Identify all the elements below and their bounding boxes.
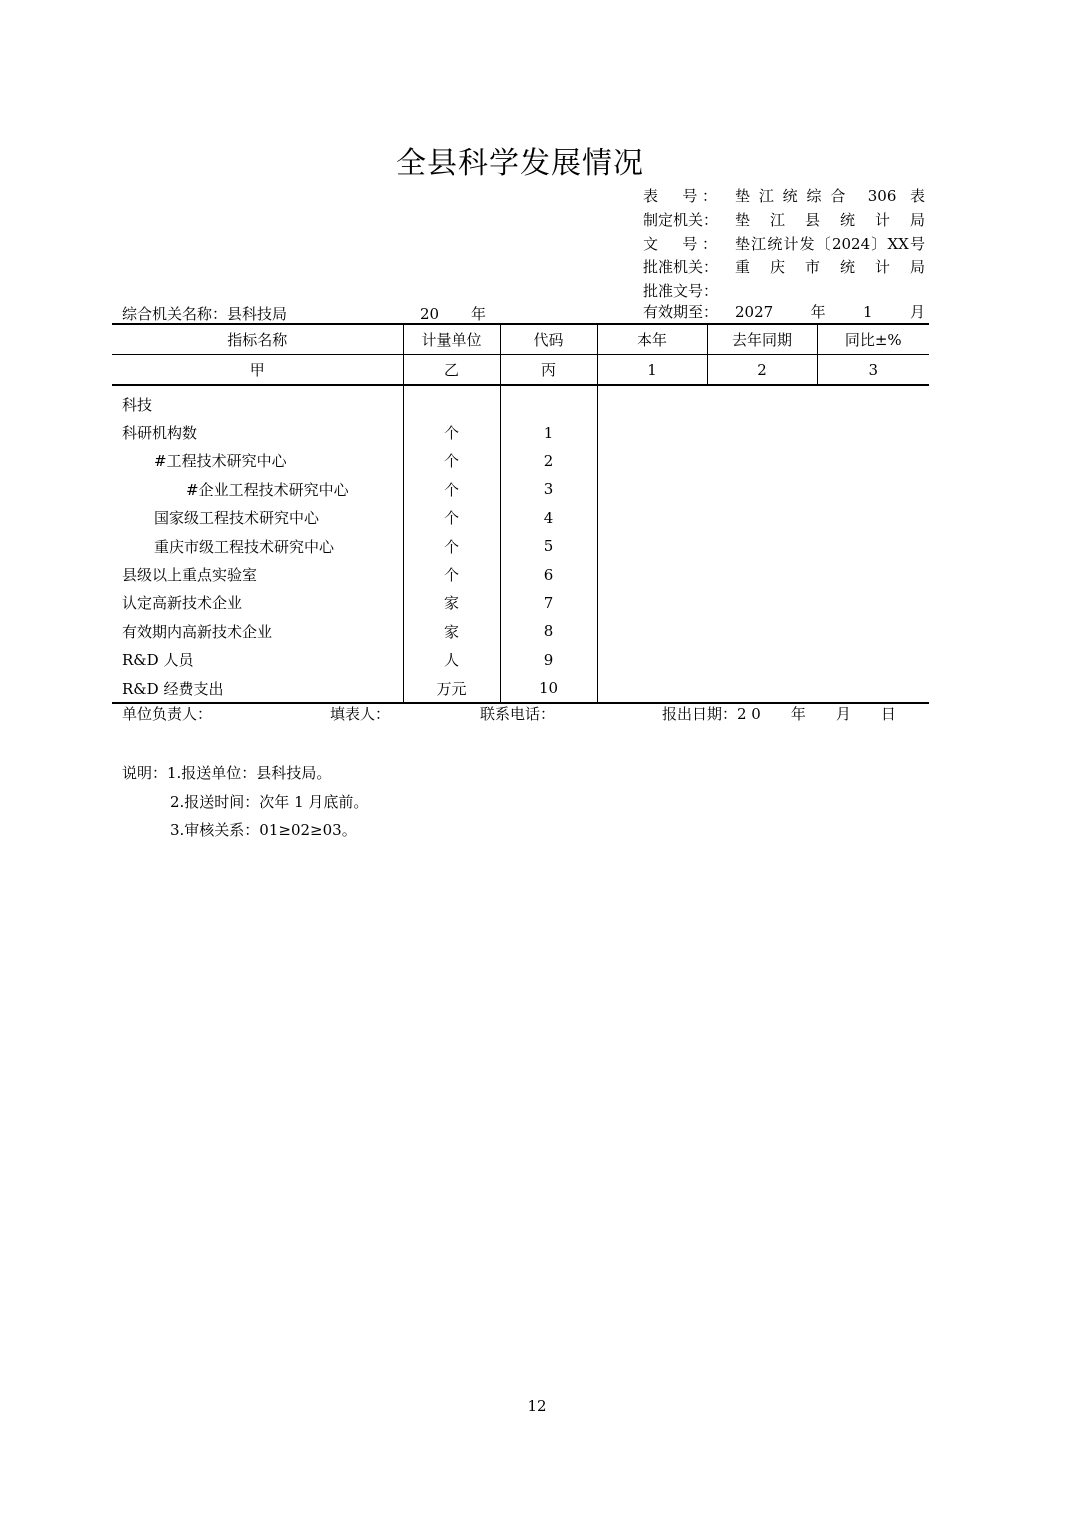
row-name: 认定高新技术企业 — [122, 594, 243, 613]
row-name: 国家级工程技术研究中心 — [154, 509, 320, 528]
subheader-2: 2 — [707, 355, 817, 386]
header-unit: 计量单位 — [403, 324, 500, 355]
row-code: 2 — [500, 447, 597, 475]
note-line: 说明：1.报送单位：县科技局。 — [122, 764, 332, 782]
row-code: 5 — [500, 532, 597, 560]
note-line: 2.报送时间：次年 1 月底前。 — [170, 792, 369, 811]
meta-approving-agency — [643, 256, 925, 278]
meta-form-number — [643, 185, 925, 207]
report-date-label: 报出日期：2 0 年 月 日 — [662, 705, 896, 723]
table-row — [112, 646, 929, 674]
table-row — [112, 532, 929, 560]
unit-leader-label: 单位负责人： — [122, 705, 213, 723]
meta-value: 垫江统计发〔2024〕XX号 — [735, 235, 925, 253]
row-code: 7 — [500, 589, 597, 617]
row-name: 重庆市级工程技术研究中心 — [154, 537, 335, 556]
row-name: R&D 经费支出 — [112, 674, 403, 703]
row-value-cell[interactable] — [597, 617, 929, 645]
row-unit: 个 — [403, 418, 500, 446]
statistics-table — [112, 323, 929, 704]
row-value-cell[interactable] — [597, 504, 929, 532]
table-row — [112, 475, 929, 503]
row-unit: 个 — [403, 447, 500, 475]
org-name-label: 综合机关名称：县科技局 — [122, 305, 288, 323]
row-code — [500, 385, 597, 418]
meta-value: 2027年1月 — [735, 303, 925, 321]
table-row — [112, 617, 929, 645]
row-unit: 个 — [403, 560, 500, 588]
row-code: 10 — [500, 674, 597, 703]
meta-approval-number — [643, 280, 925, 302]
row-unit: 万元 — [403, 674, 500, 703]
meta-issuing-agency — [643, 209, 925, 231]
row-unit: 家 — [403, 617, 500, 645]
row-name: 科技 — [122, 395, 153, 414]
row-value-cell[interactable] — [597, 560, 929, 588]
table-row — [112, 504, 929, 532]
table-row — [112, 385, 929, 418]
meta-label: 制定机关： — [643, 211, 719, 229]
table-row — [112, 447, 929, 475]
row-code: 9 — [500, 646, 597, 674]
row-value-cell[interactable] — [597, 418, 929, 446]
row-value-cell[interactable] — [597, 589, 929, 617]
row-value-cell[interactable] — [597, 646, 929, 674]
row-value-cell[interactable] — [597, 447, 929, 475]
row-code: 4 — [500, 504, 597, 532]
year-field: 20 年 — [420, 305, 486, 323]
subheader-bing: 丙 — [500, 355, 597, 386]
table-header-row — [112, 324, 929, 355]
meta-document-number — [643, 233, 925, 255]
header-indicator-name: 指标名称 — [112, 324, 403, 355]
meta-value: 垫江县统计局 — [735, 211, 925, 229]
table-row — [112, 674, 929, 703]
row-name: #企业工程技术研究中心 — [186, 480, 349, 499]
table-subheader-row — [112, 355, 929, 386]
header-last-year: 去年同期 — [707, 324, 817, 355]
header-code: 代码 — [500, 324, 597, 355]
table-row — [112, 589, 929, 617]
notes-section — [122, 759, 368, 845]
meta-label: 文 号： — [643, 235, 717, 253]
table-row — [112, 418, 929, 446]
meta-label: 批准机关： — [643, 258, 719, 276]
subheader-1: 1 — [597, 355, 707, 386]
row-unit: 个 — [403, 504, 500, 532]
row-value-cell[interactable] — [597, 475, 929, 503]
row-value-cell[interactable] — [597, 385, 929, 418]
row-name: 科研机构数 — [122, 424, 198, 443]
row-code: 6 — [500, 560, 597, 588]
row-value-cell[interactable] — [597, 674, 929, 703]
row-unit: 个 — [403, 475, 500, 503]
meta-valid-until — [643, 301, 925, 323]
row-name: R&D 人员 — [122, 651, 194, 670]
row-code: 8 — [500, 617, 597, 645]
meta-label: 有效期至： — [643, 303, 719, 321]
row-code: 3 — [500, 475, 597, 503]
row-name: #工程技术研究中心 — [154, 452, 287, 471]
meta-label: 批准文号： — [643, 282, 719, 300]
subheader-jia: 甲 — [112, 355, 403, 386]
meta-value: 垫江统综合 306 表 — [735, 187, 925, 205]
note-line: 3.审核关系：01≥02≥03。 — [170, 821, 357, 839]
row-unit — [403, 385, 500, 418]
meta-value: 重庆市统计局 — [735, 258, 925, 276]
row-unit: 个 — [403, 532, 500, 560]
meta-label: 表 号： — [643, 187, 717, 205]
subheader-yi: 乙 — [403, 355, 500, 386]
subheader-3: 3 — [817, 355, 929, 386]
page-number: 12 — [527, 1397, 547, 1415]
page-title: 全县科学发展情况 — [396, 146, 644, 181]
header-this-year: 本年 — [597, 324, 707, 355]
row-value-cell[interactable] — [597, 532, 929, 560]
row-name: 有效期内高新技术企业 — [122, 622, 273, 641]
row-code: 1 — [500, 418, 597, 446]
row-unit: 家 — [403, 589, 500, 617]
row-unit: 人 — [403, 646, 500, 674]
table-row — [112, 560, 929, 588]
row-name: 县级以上重点实验室 — [122, 566, 258, 585]
header-yoy: 同比±% — [817, 324, 929, 355]
phone-label: 联系电话： — [480, 705, 556, 723]
filler-label: 填表人： — [330, 705, 391, 723]
